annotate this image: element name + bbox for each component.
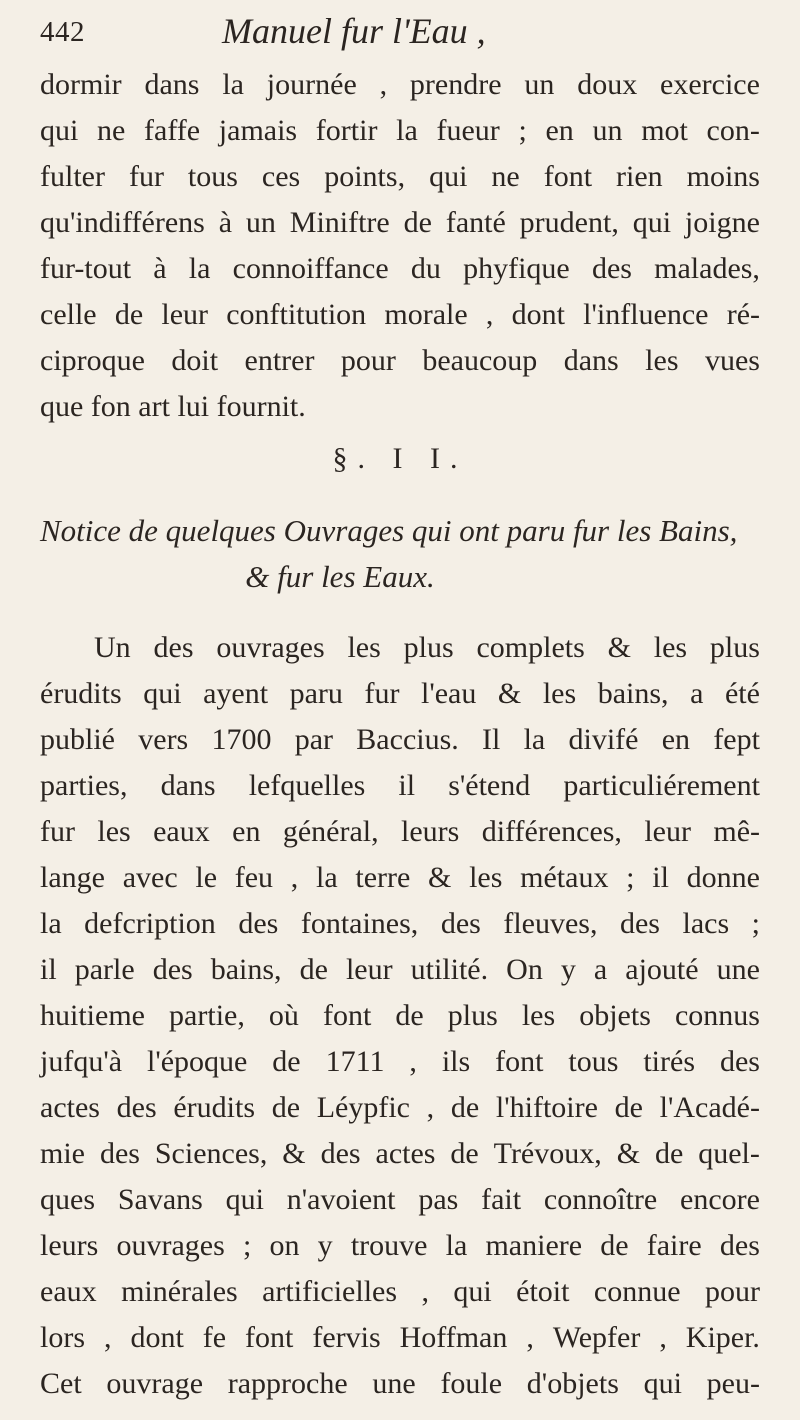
- text-line: huitieme partie, où font de plus les objets connus: [40, 999, 760, 1032]
- text-line: fur les eaux en général, leurs différences, leur mê-: [40, 815, 760, 848]
- text-line: dormir dans la journée , prendre un doux exercice: [40, 68, 760, 101]
- text-line: lors , dont fe font fervis Hoffman , Wepfer , Kiper.: [40, 1321, 760, 1354]
- text-line: jufqu'à l'époque de 1711 , ils font tous tirés des: [40, 1045, 760, 1078]
- text-line: il parle des bains, de leur utilité. On y a ajouté une: [40, 953, 760, 986]
- text-line: la defcription des fontaines, des fleuves, des lacs ;: [40, 907, 760, 940]
- text-line: publié vers 1700 par Baccius. Il la divifé en fept: [40, 723, 760, 756]
- text-line: fulter fur tous ces points, qui ne font rien moins: [40, 160, 760, 193]
- text-line: qu'indifférens à un Miniftre de fanté prudent, qui joigne: [40, 206, 760, 239]
- page-header: [40, 6, 760, 54]
- text-line: que fon art lui fournit.: [40, 390, 306, 423]
- section-number: §. I I.: [332, 442, 468, 475]
- paragraph-main: [40, 625, 760, 1407]
- text-line: celle de leur conftitution morale , dont l'influence ré-: [40, 298, 760, 331]
- text-line: parties, dans lefquelles il s'étend particuliérement: [40, 769, 760, 802]
- text-line: Cet ouvrage rapproche une foule d'objets qui peu-: [40, 1367, 760, 1400]
- page-number: 442: [40, 16, 85, 48]
- text-line: Un des ouvrages les plus complets & les plus: [94, 631, 760, 664]
- text-line: lange avec le feu , la terre & les métaux ; il donne: [40, 861, 760, 894]
- text-line: eaux minérales artificielles , qui étoit connue pour: [40, 1275, 760, 1308]
- text-line: érudits qui ayent paru fur l'eau & les bains, a été: [40, 677, 760, 710]
- text-line: actes des érudits de Léypfic , de l'hiftoire de l'Acadé-: [40, 1091, 760, 1124]
- running-title: Manuel fur l'Eau ,: [222, 11, 486, 51]
- text-line: mie des Sciences, & des actes de Trévoux, & de quel-: [40, 1137, 760, 1170]
- text-line: ques Savans qui n'avoient pas fait connoître encore: [40, 1183, 760, 1216]
- text-line: leurs ouvrages ; on y trouve la maniere de faire des: [40, 1229, 760, 1262]
- section-title-line-2: & fur les Eaux.: [245, 559, 435, 594]
- section-title-line-1: Notice de quelques Ouvrages qui ont paru fur les Bains,: [40, 513, 738, 548]
- text-line: qui ne faffe jamais fortir la fueur ; en un mot con-: [40, 114, 760, 147]
- text-line: fur-tout à la connoiffance du phyfique des malades,: [40, 252, 760, 285]
- text-line: ciproque doit entrer pour beaucoup dans les vues: [40, 344, 760, 377]
- paragraph-top: [40, 62, 760, 430]
- section-title: [40, 508, 760, 600]
